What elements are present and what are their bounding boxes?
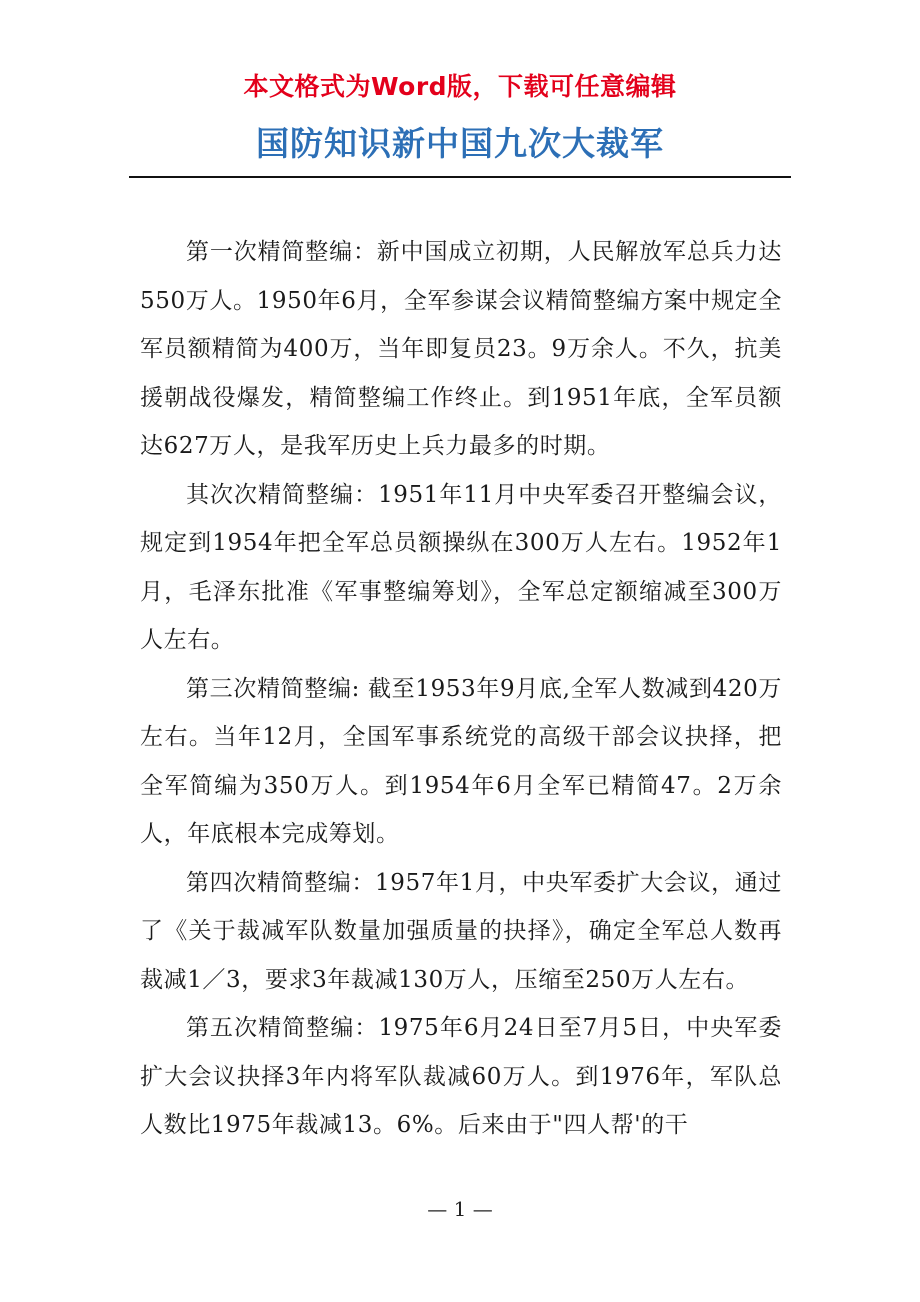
paragraph-fifth-reduction: 第五次精简整编：1975年6月24日至7月5日，中央军委扩大会议抉择3年内将军队裁减60万人。到1976年，军队总人数比1975年裁减13。6%。后来由于"四人帮'的干 <box>140 1015 782 1138</box>
paragraph-third-reduction: 第三次精简整编: 截至1953年9月底,全军人数减到420万左右。当年12月，全国军事系统党的高级干部会议抉择，把全军简编为350万人。到1954年6月全军已精简47。2万余人，年底根本完成筹划。 <box>140 675 782 847</box>
document-body <box>140 228 782 1150</box>
document-title: 国防知识新中国九次大裁军 <box>256 124 664 163</box>
format-banner: 本文格式为Word版，下载可任意编辑 <box>243 72 677 101</box>
paragraph-second-reduction: 其次次精简整编：1951年11月中央军委召开整编会议，规定到1954年把全军总员额操纵在300万人左右。1952年1月，毛泽东批准《军事整编筹划》，全军总定额缩减至300万人左右。 <box>140 481 782 653</box>
page-number: — 1 — <box>427 1197 493 1221</box>
title-divider <box>129 176 791 178</box>
paragraph-fourth-reduction: 第四次精简整编：1957年1月，中央军委扩大会议，通过了《关于裁减军队数量加强质量的抉择》，确定全军总人数再裁减1／3，要求3年裁减130万人，压缩至250万人左右。 <box>140 869 782 993</box>
paragraph-first-reduction: 第一次精简整编：新中国成立初期，人民解放军总兵力达550万人。1950年6月，全军参谋会议精简整编方案中规定全军员额精简为400万，当年即复员23。9万余人。不久，抗美援朝战役爆发，精简整编工作终止。到1951年底，全军员额达627万人，是我军历史上兵力最多的时期。 <box>140 239 782 459</box>
